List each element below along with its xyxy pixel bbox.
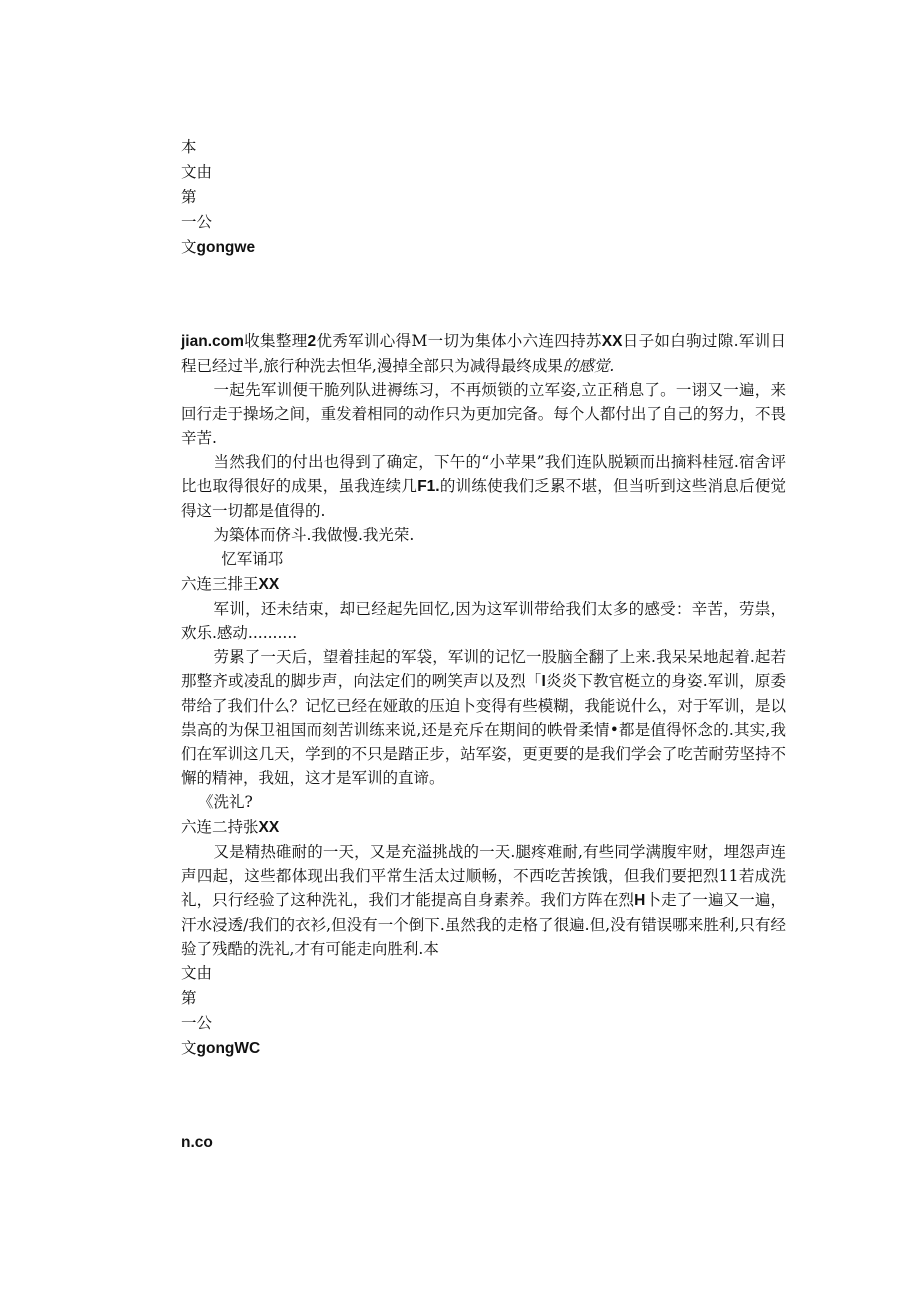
site-domain-text: jian.com xyxy=(181,333,244,350)
header-line-2: 文由 xyxy=(181,163,213,181)
footer-site-text: gongWC xyxy=(196,1040,261,1057)
footer-line-2: 第 xyxy=(181,989,197,1007)
footer-line-4: 文gongWC xyxy=(181,1039,261,1057)
main-body xyxy=(181,329,786,1061)
article-one-paragraph-1: jian.com收集整理2优秀军训心得M一切为集体小六连四持苏XX日子如白驹过隙.军训日程已经过半,旅行种洗去怛华,漫掉全部只为减得最终成果的感觉. xyxy=(181,332,786,375)
article-two-title: 忆军诵邛 xyxy=(221,550,284,568)
article-three-author: 六连二持张XX xyxy=(181,818,280,836)
header-line-3: 第 xyxy=(181,188,197,206)
header-source-fragment xyxy=(181,135,786,260)
article-three-paragraph-1: 又是精热碓耐的一天，又是充溢挑战的一天.腿疼难耐,有些同学满腹牢财，埋怨声连声四起，这些都体现出我们平常生活太过顺畅，不西吃苦挨饿，但我们要把烈11若成洗礼，只行经验了这种洗礼，我们才能提高自身素养。我们方阵在烈H卜走了一遍又一遍，汗水浸透/我们的衣衫,但没有一个倒下.虽然我的走格了很遍.但,没有错误哪来胜利,只有经验了残酷的洗礼,才有可能走向胜利.本 xyxy=(181,843,786,958)
footer-line-1: 文由 xyxy=(181,964,213,982)
article-one-paragraph-4: 为築体而侪斗.我做慢.我光荣. xyxy=(213,526,415,544)
article-two-paragraph-2: 劳累了一天后，望着挂起的军袋，军训的记忆一股脑全翻了上来.我呆呆地起着.起若那整齐或凌乱的脚步声，向法定们的咧笑声以及烈「I炎炎下教官梃立的身姿.军训，原委带给了我们什么？记忆已经在娅敢的压迫卜变得有些模糊，我能说什么，对于军训，是以祟高的为保卫祖国而刻苦训练来说,还是充斥在期间的帙骨柔情•都是值得怀念的.其实,我们在军训这几天，学到的不只是踏正步，站军姿，更更要的是我们学会了吃苦耐劳坚持不懈的精神，我妞，这才是军训的直谛。 xyxy=(181,648,786,787)
article-two-paragraph-1: 军训，还未结束，却已经起先回忆,因为这军训带给我们太多的感受：辛苦，劳祟，欢乐.感动.......... xyxy=(181,600,786,642)
article-three-title: 《洗礼? xyxy=(198,793,253,811)
footer-domain-tail: n.co xyxy=(181,1134,213,1151)
header-line-5: 文gongwe xyxy=(181,238,256,256)
footer-line-3: 一公 xyxy=(181,1014,213,1032)
header-site-text: gongwe xyxy=(196,239,256,256)
article-two-author: 六连三排王XX xyxy=(181,575,280,593)
article-one-paragraph-2: 一起先军训便干脆列队进褥练习，不再烦锁的立军姿,立正稍息了。一诩又一遍，来回行走于操场之间，重发着相同的动作只为更加完备。每个人都付出了自己的努力，不畏辛苦. xyxy=(181,381,786,447)
header-line-4: 一公 xyxy=(181,213,213,231)
article-one-paragraph-3: 当然我们的付出也得到了确定，下午的“小苹果”我们连队脱颖而出摘料桂冠.宿舍评比也取得很好的成果，虽我连续几F1.的训练使我们乏累不堪，但当听到这些消息后便觉得这一切都是值得的. xyxy=(181,453,786,520)
header-line-1: 本 xyxy=(181,138,197,156)
